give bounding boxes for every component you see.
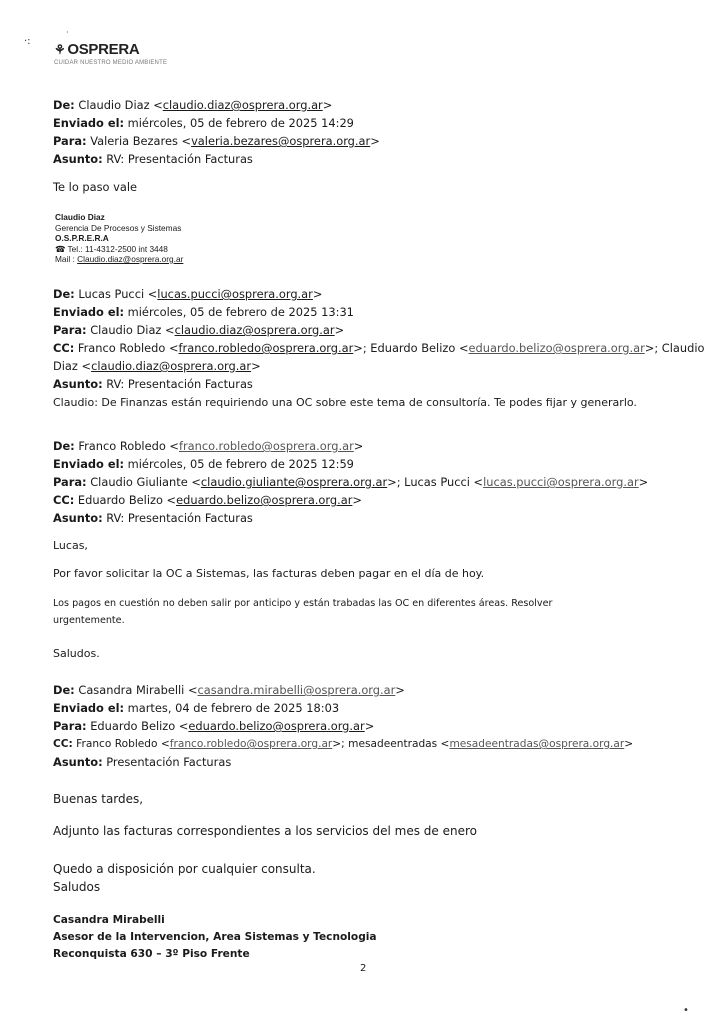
to-line: Para: Claudio Giuliante <claudio.giuliante@osprera.org.ar>; Lucas Pucci <lucas.pucci@osprera.org.ar> bbox=[53, 475, 649, 489]
subject-line: Asunto: RV: Presentación Facturas bbox=[53, 377, 253, 391]
email-link[interactable]: franco.robledo@osprera.org.ar bbox=[178, 439, 354, 453]
sent-line: Enviado el: martes, 04 de febrero de 2025 18:03 bbox=[53, 701, 340, 715]
signature-casandra: Casandra Mirabelli Asesor de la Intervencion, Area Sistemas y Tecnologia Reconquista 630 – 3º Piso Frente bbox=[53, 914, 377, 960]
to-line: Para: Claudio Diaz <claudio.diaz@osprera.org.ar> bbox=[53, 323, 345, 337]
email-link[interactable]: Claudio.diaz@osprera.org.ar bbox=[77, 254, 184, 264]
from-line: De: Casandra Mirabelli <casandra.mirabelli@osprera.org.ar> bbox=[53, 683, 405, 697]
body-paragraph: Buenas tardes, bbox=[53, 792, 144, 806]
body-paragraph: Saludos bbox=[53, 880, 101, 894]
osprera-logo: ⚘ OSPRERA bbox=[54, 41, 140, 58]
to-line: Para: Eduardo Belizo <eduardo.belizo@osprera.org.ar> bbox=[53, 719, 375, 733]
subject-line: Asunto: Presentación Facturas bbox=[53, 755, 232, 769]
body-paragraph: Claudio: De Finanzas están requiriendo una OC sobre este tema de consultoría. Te podes fijar y generarlo. bbox=[53, 396, 637, 409]
scan-speck-icon: · bbox=[66, 28, 69, 37]
body-paragraph: Adjunto las facturas correspondientes a los servicios del mes de enero bbox=[53, 824, 477, 838]
body-paragraph: Los pagos en cuestión no deben salir por anticipo y están trabadas las OC en diferentes áreas. Resolver urgentemente. bbox=[53, 598, 553, 626]
logo-emblem-icon: ⚘ bbox=[54, 42, 66, 57]
email-link[interactable]: valeria.bezares@osprera.org.ar bbox=[191, 134, 371, 148]
email-header-3 bbox=[53, 437, 648, 527]
email-link[interactable]: claudio.diaz@osprera.org.ar bbox=[174, 323, 335, 337]
email-link[interactable]: eduardo.belizo@osprera.org.ar bbox=[176, 493, 353, 507]
body-paragraph: Te lo paso vale bbox=[53, 180, 138, 194]
body-paragraph: Por favor solicitar la OC a Sistemas, las facturas deben pagar en el día de hoy. bbox=[53, 567, 485, 580]
email-link[interactable]: lucas.pucci@osprera.org.ar bbox=[157, 287, 313, 301]
from-line: De: Claudio Diaz <claudio.diaz@osprera.org.ar> bbox=[53, 98, 333, 112]
page-number: 2 bbox=[360, 963, 367, 974]
email-link[interactable]: franco.robledo@osprera.org.ar bbox=[169, 738, 333, 750]
to-line: Para: Valeria Bezares <valeria.bezares@osprera.org.ar> bbox=[53, 134, 380, 148]
scan-speck-icon: ·: bbox=[24, 36, 31, 47]
subject-line: Asunto: RV: Presentación Facturas bbox=[53, 152, 253, 166]
body-paragraph: Saludos. bbox=[53, 647, 100, 660]
from-line: De: Franco Robledo <franco.robledo@osprera.org.ar> bbox=[53, 439, 364, 453]
from-line: De: Lucas Pucci <lucas.pucci@osprera.org.ar> bbox=[53, 287, 323, 301]
email-link[interactable]: claudio.diaz@osprera.org.ar bbox=[91, 359, 252, 373]
email-link[interactable]: lucas.pucci@osprera.org.ar bbox=[483, 475, 639, 489]
cc-line: CC: Franco Robledo <franco.robledo@osprera.org.ar>; mesadeentradas <mesadeentradas@osprera.org.ar> bbox=[53, 738, 634, 750]
body-paragraph: Quedo a disposición por cualquier consulta. bbox=[53, 862, 316, 876]
sent-line: Enviado el: miércoles, 05 de febrero de 2025 12:59 bbox=[53, 457, 354, 471]
sent-line: Enviado el: miércoles, 05 de febrero de 2025 14:29 bbox=[53, 116, 354, 130]
email-link[interactable]: eduardo.belizo@osprera.org.ar bbox=[468, 341, 645, 355]
subject-line: Asunto: RV: Presentación Facturas bbox=[53, 511, 253, 525]
email-header-4 bbox=[53, 681, 633, 771]
logo-tagline: CUIDAR NUESTRO MEDIO AMBIENTE bbox=[54, 60, 168, 66]
scan-speck-icon: • bbox=[683, 1005, 689, 1016]
phone-icon: ☎ bbox=[55, 243, 66, 254]
email-link[interactable]: eduardo.belizo@osprera.org.ar bbox=[188, 719, 365, 733]
email-link[interactable]: mesadeentradas@osprera.org.ar bbox=[449, 738, 625, 750]
email-header-2 bbox=[53, 285, 704, 393]
cc-line: CC: Franco Robledo <franco.robledo@osprera.org.ar>; Eduardo Belizo <eduardo.belizo@osprera.org.ar>; Claudio bbox=[53, 341, 705, 355]
signature-claudio: Claudio Diaz Gerencia De Procesos y Sistemas O.S.P.R.E.R.A ☎ Tel.: 11-4312-2500 int 3448 Mail : Claudio.diaz@osprera.org.ar bbox=[55, 212, 184, 264]
email-header-1 bbox=[53, 96, 380, 168]
email-link[interactable]: franco.robledo@osprera.org.ar bbox=[178, 341, 354, 355]
cc-line-continued: Diaz <claudio.diaz@osprera.org.ar> bbox=[53, 359, 261, 373]
email-link[interactable]: claudio.giuliante@osprera.org.ar bbox=[200, 475, 388, 489]
sent-line: Enviado el: miércoles, 05 de febrero de 2025 13:31 bbox=[53, 305, 354, 319]
email-link[interactable]: casandra.mirabelli@osprera.org.ar bbox=[197, 683, 396, 697]
cc-line: CC: Eduardo Belizo <eduardo.belizo@osprera.org.ar> bbox=[53, 493, 362, 507]
email-link[interactable]: claudio.diaz@osprera.org.ar bbox=[162, 98, 323, 112]
body-paragraph: Lucas, bbox=[53, 539, 88, 552]
